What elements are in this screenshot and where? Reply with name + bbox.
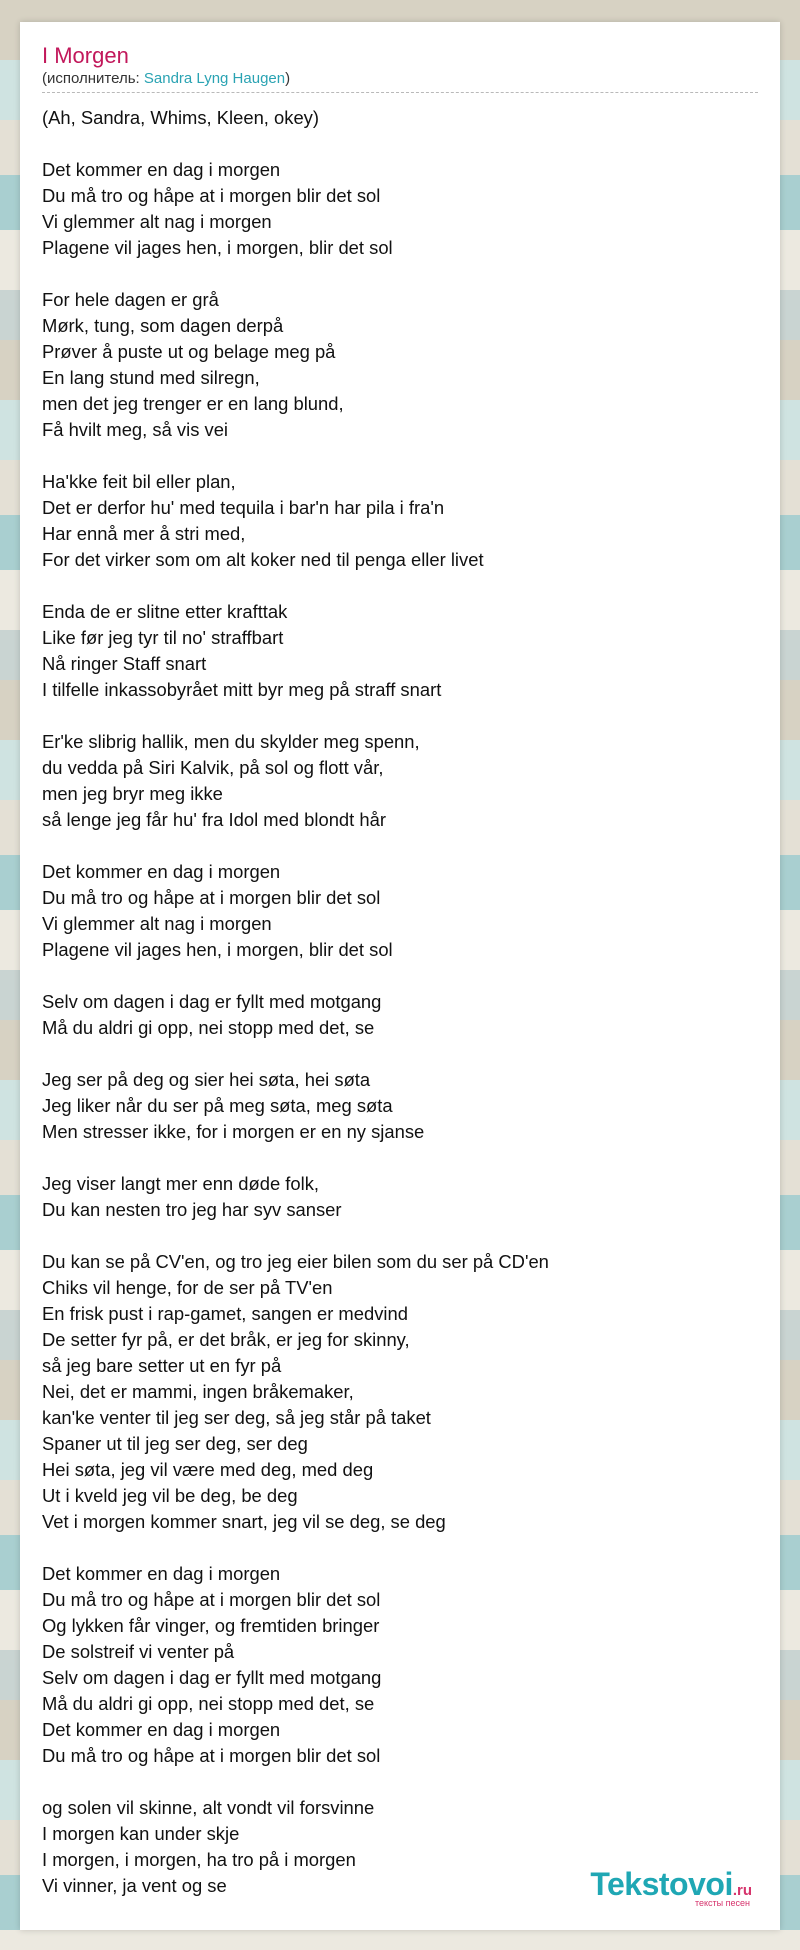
lyric-line: Jeg viser langt mer enn døde folk,	[42, 1173, 320, 1194]
lyric-line: men det jeg trenger er en lang blund,	[42, 393, 344, 414]
lyric-line: så lenge jeg får hu' fra Idol med blondt hår	[42, 809, 386, 830]
lyric-line: Det er derfor hu' med tequila i bar'n har pila i fra'n	[42, 497, 445, 518]
stanza-break	[42, 443, 758, 469]
lyric-line: Vi glemmer alt nag i morgen	[42, 913, 272, 934]
lyric-line: Du må tro og håpe at i morgen blir det sol	[42, 887, 381, 908]
lyric-line: Men stresser ikke, for i morgen er en ny sjanse	[42, 1121, 425, 1142]
logo-name: Tekstovoi	[590, 1866, 733, 1902]
lyric-line: Du må tro og håpe at i morgen blir det sol	[42, 1589, 381, 1610]
lyric-line: Du kan nesten tro jeg har syv sanser	[42, 1199, 342, 1220]
lyric-line: En frisk pust i rap-gamet, sangen er medvind	[42, 1303, 408, 1324]
stanza-break	[42, 261, 758, 287]
lyric-line: De setter fyr på, er det bråk, er jeg for skinny,	[42, 1329, 410, 1350]
lyric-line: og solen vil skinne, alt vondt vil forsvinne	[42, 1797, 375, 1818]
logo-tagline: тексты песен	[694, 1898, 750, 1908]
lyric-line: Nå ringer Staff snart	[42, 653, 207, 674]
lyric-line: Jeg ser på deg og sier hei søta, hei søta	[42, 1069, 371, 1090]
lyrics-body	[42, 105, 758, 1899]
stanza-break	[42, 573, 758, 599]
lyric-line: Vi vinner, ja vent og se	[42, 1875, 227, 1896]
lyric-line: Hei søta, jeg vil være med deg, med deg	[42, 1459, 374, 1480]
lyric-line: Selv om dagen i dag er fyllt med motgang	[42, 1667, 382, 1688]
lyric-line: Selv om dagen i dag er fyllt med motgang	[42, 991, 382, 1012]
lyric-line: du vedda på Siri Kalvik, på sol og flott vår,	[42, 757, 384, 778]
lyric-line: Jeg liker når du ser på meg søta, meg søta	[42, 1095, 393, 1116]
stanza-break	[42, 703, 758, 729]
lyric-line: Det kommer en dag i morgen	[42, 1563, 281, 1584]
lyric-line: Vet i morgen kommer snart, jeg vil se deg, se deg	[42, 1511, 446, 1532]
lyric-line: Få hvilt meg, så vis vei	[42, 419, 229, 440]
lyric-line: For hele dagen er grå	[42, 289, 219, 310]
stanza-break	[42, 1223, 758, 1249]
performer-link[interactable]: Sandra Lyng Haugen	[143, 70, 286, 87]
lyric-line: Nei, det er mammi, ingen bråkemaker,	[42, 1381, 354, 1402]
lyric-line: For det virker som om alt koker ned til penga eller livet	[42, 549, 484, 570]
song-header	[42, 42, 758, 93]
lyric-line: kan'ke venter til jeg ser deg, så jeg står på taket	[42, 1407, 431, 1428]
lyric-line: Vi glemmer alt nag i morgen	[42, 211, 272, 232]
lyric-line: Plagene vil jages hen, i morgen, blir det sol	[42, 939, 393, 960]
stanza-break	[42, 131, 758, 157]
lyric-line: En lang stund med silregn,	[42, 367, 260, 388]
performer-suffix: )	[285, 70, 291, 87]
stanza-break	[42, 1145, 758, 1171]
lyric-line: Chiks vil henge, for de ser på TV'en	[42, 1277, 333, 1298]
lyric-line: Du må tro og håpe at i morgen blir det sol	[42, 1745, 381, 1766]
lyric-line: Har ennå mer å stri med,	[42, 523, 246, 544]
stanza-break	[42, 1041, 758, 1067]
site-logo[interactable]	[590, 1868, 752, 1908]
logo-tld: .ru	[732, 1882, 752, 1899]
lyric-line: men jeg bryr meg ikke	[42, 783, 223, 804]
lyric-line: Mørk, tung, som dagen derpå	[42, 315, 284, 336]
lyric-line: (Ah, Sandra, Whims, Kleen, okey)	[42, 107, 319, 128]
song-title: I Morgen	[42, 43, 129, 68]
lyric-line: I morgen kan under skje	[42, 1823, 240, 1844]
lyric-line: De solstreif vi venter på	[42, 1641, 235, 1662]
lyric-line: Spaner ut til jeg ser deg, ser deg	[42, 1433, 308, 1454]
lyric-line: Du kan se på CV'en, og tro jeg eier bilen som du ser på CD'en	[42, 1251, 549, 1272]
lyric-line: Like før jeg tyr til no' straffbart	[42, 627, 284, 648]
stanza-break	[42, 963, 758, 989]
stanza-break	[42, 1535, 758, 1561]
lyric-line: så jeg bare setter ut en fyr på	[42, 1355, 282, 1376]
lyric-line: Må du aldri gi opp, nei stopp med det, se	[42, 1693, 375, 1714]
lyric-line: Ut i kveld jeg vil be deg, be deg	[42, 1485, 298, 1506]
lyric-line: I morgen, i morgen, ha tro på i morgen	[42, 1849, 356, 1870]
stanza-break	[42, 1769, 758, 1795]
lyric-line: I tilfelle inkassobyrået mitt byr meg på straff snart	[42, 679, 442, 700]
lyrics-card	[20, 22, 780, 1930]
lyric-line: Må du aldri gi opp, nei stopp med det, se	[42, 1017, 375, 1038]
lyric-line: Plagene vil jages hen, i morgen, blir det sol	[42, 237, 393, 258]
lyric-line: Det kommer en dag i morgen	[42, 159, 281, 180]
lyric-line: Det kommer en dag i morgen	[42, 1719, 281, 1740]
performer-prefix: (исполнитель:	[42, 70, 144, 87]
lyric-line: Det kommer en dag i morgen	[42, 861, 281, 882]
performer-line	[42, 70, 758, 88]
lyric-line: Er'ke slibrig hallik, men du skylder meg spenn,	[42, 731, 420, 752]
lyric-line: Ha'kke feit bil eller plan,	[42, 471, 236, 492]
stanza-break	[42, 833, 758, 859]
lyric-line: Du må tro og håpe at i morgen blir det sol	[42, 185, 381, 206]
lyric-line: Prøver å puste ut og belage meg på	[42, 341, 336, 362]
lyric-line: Enda de er slitne etter krafttak	[42, 601, 288, 622]
lyric-line: Og lykken får vinger, og fremtiden bringer	[42, 1615, 380, 1636]
